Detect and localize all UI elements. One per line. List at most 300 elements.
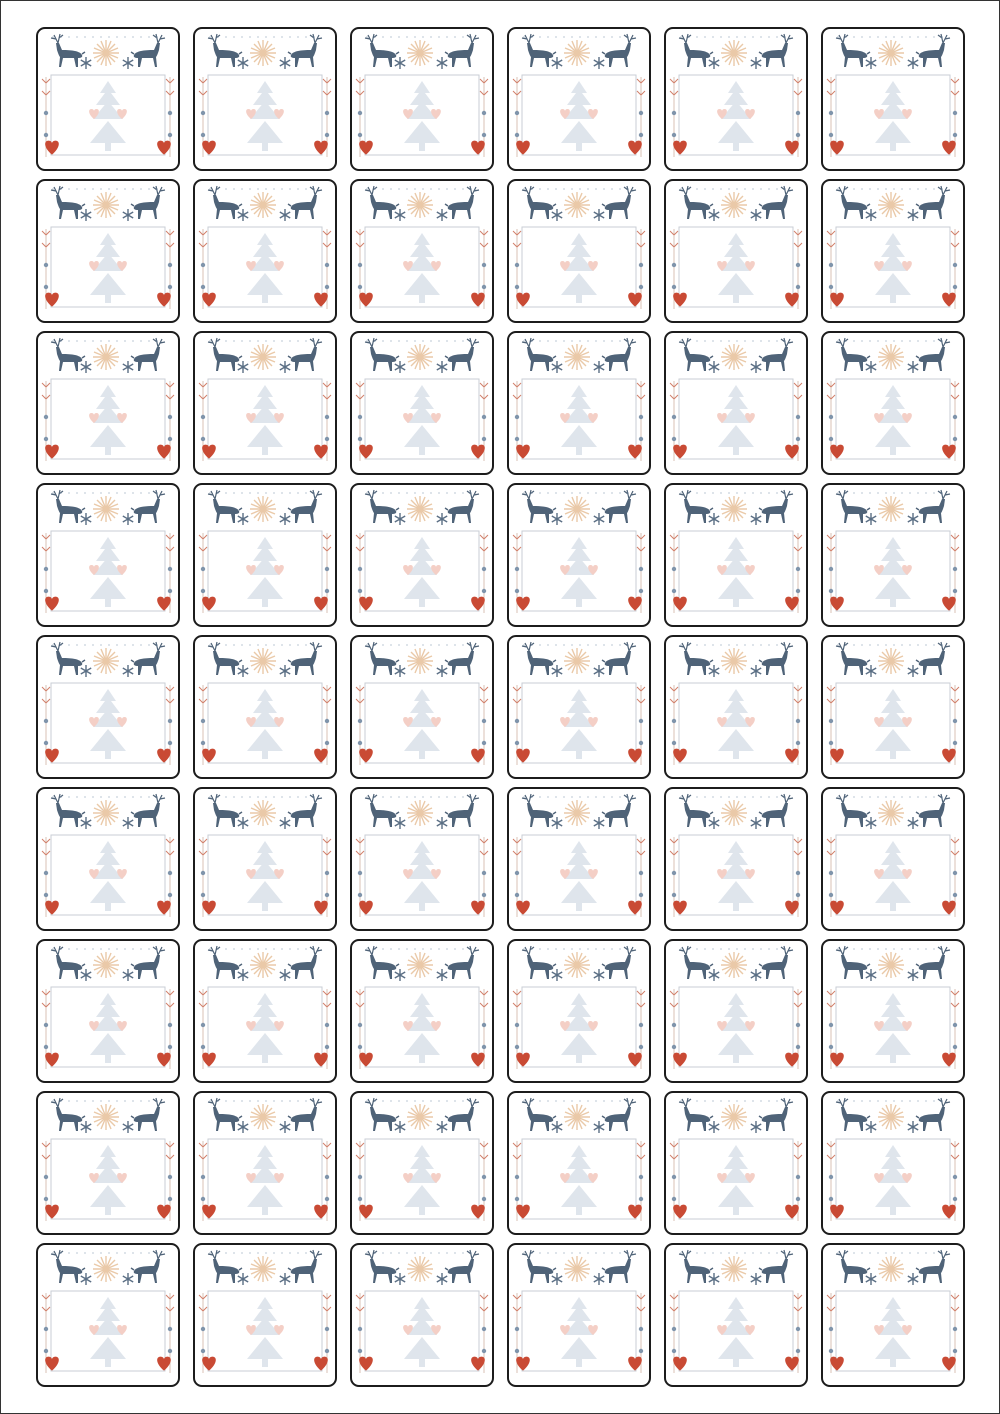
star-burst-icon [721,1104,747,1130]
label-illustration [195,333,335,473]
deer-icon [208,338,242,371]
heart-icon [516,1205,530,1219]
snowflake-icon [866,817,876,829]
deer-icon [916,794,950,827]
star-burst-icon [93,1256,119,1282]
label-illustration [38,333,178,473]
gift-label [821,635,965,779]
heart-icon [942,901,956,915]
snowflake-icon [395,1273,405,1285]
heart-icon [471,749,485,763]
snowflake-icon [751,1121,761,1133]
deer-icon [836,34,870,67]
heart-icon [942,1357,956,1371]
snowflake-icon [866,665,876,677]
snowflake-icon [866,57,876,69]
deer-icon [602,490,636,523]
deer-icon [288,946,322,979]
deer-icon [208,794,242,827]
snowflake-icon [238,969,248,981]
snowflake-icon [81,209,91,221]
gift-label [36,27,180,171]
deer-icon [916,338,950,371]
label-illustration [352,181,492,321]
deer-icon [445,34,479,67]
gift-label [664,787,808,931]
gift-label [350,787,494,931]
star-burst-icon [93,952,119,978]
deer-icon [365,642,399,675]
snowflake-icon [709,665,719,677]
label-illustration [509,333,649,473]
heart-icon [942,1205,956,1219]
deer-icon [288,186,322,219]
gift-label [664,1091,808,1235]
gift-label [350,27,494,171]
star-burst-icon [878,952,904,978]
heart-icon [830,1357,844,1371]
deer-icon [916,186,950,219]
heart-icon [673,1053,687,1067]
snowflake-icon [123,817,133,829]
deer-icon [288,34,322,67]
gift-label [36,331,180,475]
heart-icon [673,901,687,915]
deer-icon [208,490,242,523]
heart-icon [516,141,530,155]
deer-icon [365,490,399,523]
heart-icon [673,293,687,307]
deer-icon [836,642,870,675]
snowflake-icon [395,817,405,829]
deer-icon [602,642,636,675]
label-illustration [352,789,492,929]
deer-icon [759,186,793,219]
snowflake-icon [395,57,405,69]
star-burst-icon [250,952,276,978]
label-illustration [509,1245,649,1385]
heart-icon [785,1205,799,1219]
snowflake-icon [280,817,290,829]
star-burst-icon [564,1104,590,1130]
label-illustration [195,789,335,929]
snowflake-icon [866,209,876,221]
heart-icon [516,901,530,915]
snowflake-icon [395,513,405,525]
gift-label [350,635,494,779]
heart-icon [471,1053,485,1067]
label-illustration [823,637,963,777]
gift-label [350,939,494,1083]
gift-label [821,483,965,627]
label-illustration [352,29,492,169]
deer-icon [131,1250,165,1283]
gift-label [193,483,337,627]
snowflake-icon [709,969,719,981]
snowflake-icon [238,665,248,677]
gift-label [193,939,337,1083]
snowflake-icon [123,361,133,373]
snowflake-icon [709,209,719,221]
deer-icon [759,338,793,371]
heart-icon [628,445,642,459]
deer-icon [445,1098,479,1131]
heart-icon [471,1205,485,1219]
snowflake-icon [709,817,719,829]
heart-icon [516,1053,530,1067]
deer-icon [836,338,870,371]
label-illustration [509,637,649,777]
heart-icon [359,141,373,155]
gift-label [193,1243,337,1387]
snowflake-icon [908,57,918,69]
label-illustration [38,637,178,777]
snowflake-icon [437,57,447,69]
gift-label [36,635,180,779]
label-illustration [38,29,178,169]
snowflake-icon [395,361,405,373]
deer-icon [131,490,165,523]
heart-icon [673,1205,687,1219]
deer-icon [51,34,85,67]
label-illustration [666,941,806,1081]
deer-icon [522,490,556,523]
label-illustration [509,789,649,929]
deer-icon [522,1098,556,1131]
snowflake-icon [81,1121,91,1133]
gift-label [507,27,651,171]
snowflake-icon [123,513,133,525]
label-illustration [666,181,806,321]
deer-icon [288,1250,322,1283]
star-burst-icon [93,800,119,826]
deer-icon [602,34,636,67]
deer-icon [51,794,85,827]
snowflake-icon [280,969,290,981]
gift-label [36,483,180,627]
star-burst-icon [407,344,433,370]
heart-icon [157,749,171,763]
deer-icon [208,1250,242,1283]
label-illustration [195,181,335,321]
snowflake-icon [594,513,604,525]
snowflake-icon [751,209,761,221]
label-illustration [195,29,335,169]
label-illustration [509,1093,649,1233]
heart-icon [471,901,485,915]
heart-icon [157,1053,171,1067]
gift-label [193,331,337,475]
snowflake-icon [751,361,761,373]
deer-icon [208,642,242,675]
star-burst-icon [878,496,904,522]
deer-icon [916,1098,950,1131]
gift-label [36,939,180,1083]
gift-label [507,787,651,931]
snowflake-icon [238,1273,248,1285]
deer-icon [445,794,479,827]
label-illustration [352,333,492,473]
heart-icon [314,445,328,459]
star-burst-icon [93,496,119,522]
gift-label [821,939,965,1083]
heart-icon [314,1357,328,1371]
label-illustration [509,941,649,1081]
snowflake-icon [123,1121,133,1133]
snowflake-icon [238,1121,248,1133]
gift-label [350,1091,494,1235]
snowflake-icon [709,361,719,373]
label-illustration [195,1245,335,1385]
label-illustration [352,637,492,777]
deer-icon [131,642,165,675]
heart-icon [45,597,59,611]
heart-icon [471,1357,485,1371]
deer-icon [602,1250,636,1283]
deer-icon [602,186,636,219]
heart-icon [157,445,171,459]
gift-label [664,179,808,323]
gift-label [821,331,965,475]
heart-icon [628,1205,642,1219]
snowflake-icon [81,969,91,981]
snowflake-icon [280,361,290,373]
deer-icon [522,34,556,67]
deer-icon [679,794,713,827]
heart-icon [359,293,373,307]
snowflake-icon [437,969,447,981]
star-burst-icon [564,344,590,370]
heart-icon [202,445,216,459]
deer-icon [131,338,165,371]
snowflake-icon [123,57,133,69]
snowflake-icon [908,209,918,221]
heart-icon [359,1053,373,1067]
heart-icon [942,597,956,611]
deer-icon [51,642,85,675]
deer-icon [131,1098,165,1131]
heart-icon [516,445,530,459]
heart-icon [628,749,642,763]
heart-icon [45,749,59,763]
star-burst-icon [93,648,119,674]
gift-label [507,179,651,323]
snowflake-icon [238,513,248,525]
label-illustration [38,1245,178,1385]
snowflake-icon [280,1273,290,1285]
snowflake-icon [81,361,91,373]
star-burst-icon [93,1104,119,1130]
star-burst-icon [878,344,904,370]
heart-icon [785,1053,799,1067]
snowflake-icon [395,969,405,981]
gift-label [507,1243,651,1387]
heart-icon [673,597,687,611]
star-burst-icon [721,344,747,370]
snowflake-icon [709,1273,719,1285]
deer-icon [522,338,556,371]
heart-icon [785,1357,799,1371]
snowflake-icon [908,665,918,677]
heart-icon [628,1357,642,1371]
snowflake-icon [866,1121,876,1133]
deer-icon [759,34,793,67]
heart-icon [359,445,373,459]
label-illustration [666,789,806,929]
label-illustration [509,181,649,321]
snowflake-icon [709,1121,719,1133]
deer-icon [836,794,870,827]
label-illustration [666,1093,806,1233]
snowflake-icon [751,665,761,677]
snowflake-icon [123,969,133,981]
snowflake-icon [437,1121,447,1133]
deer-icon [836,186,870,219]
deer-icon [445,490,479,523]
star-burst-icon [721,40,747,66]
heart-icon [202,749,216,763]
label-illustration [352,1245,492,1385]
gift-label [350,179,494,323]
snowflake-icon [437,209,447,221]
deer-icon [836,490,870,523]
heart-icon [359,901,373,915]
deer-icon [51,338,85,371]
snowflake-icon [908,513,918,525]
heart-icon [785,445,799,459]
deer-icon [288,338,322,371]
deer-icon [365,338,399,371]
star-burst-icon [250,344,276,370]
heart-icon [157,597,171,611]
deer-icon [288,490,322,523]
deer-icon [759,1250,793,1283]
snowflake-icon [594,361,604,373]
heart-icon [359,749,373,763]
snowflake-icon [751,969,761,981]
heart-icon [628,901,642,915]
heart-icon [516,597,530,611]
star-burst-icon [407,192,433,218]
gift-label [350,483,494,627]
gift-label [507,1091,651,1235]
deer-icon [836,1250,870,1283]
star-burst-icon [250,40,276,66]
deer-icon [522,794,556,827]
snowflake-icon [552,57,562,69]
label-illustration [823,789,963,929]
deer-icon [365,946,399,979]
heart-icon [942,141,956,155]
star-burst-icon [564,40,590,66]
deer-icon [51,490,85,523]
label-illustration [38,789,178,929]
label-illustration [666,485,806,625]
heart-icon [942,445,956,459]
deer-icon [131,794,165,827]
deer-icon [679,490,713,523]
snowflake-icon [123,1273,133,1285]
heart-icon [45,1053,59,1067]
snowflake-icon [594,817,604,829]
label-illustration [666,29,806,169]
star-burst-icon [564,1256,590,1282]
heart-icon [157,1357,171,1371]
gift-label [664,27,808,171]
deer-icon [602,946,636,979]
star-burst-icon [407,1104,433,1130]
star-burst-icon [721,648,747,674]
deer-icon [445,642,479,675]
deer-icon [679,1098,713,1131]
heart-icon [785,749,799,763]
deer-icon [916,34,950,67]
heart-icon [785,141,799,155]
heart-icon [359,1205,373,1219]
gift-label [36,1091,180,1235]
star-burst-icon [250,648,276,674]
star-burst-icon [564,952,590,978]
snowflake-icon [238,817,248,829]
deer-icon [759,490,793,523]
snowflake-icon [552,665,562,677]
star-burst-icon [564,192,590,218]
snowflake-icon [81,513,91,525]
heart-icon [202,1205,216,1219]
star-burst-icon [721,1256,747,1282]
heart-icon [830,141,844,155]
deer-icon [759,794,793,827]
label-illustration [195,1093,335,1233]
heart-icon [516,1357,530,1371]
deer-icon [836,1098,870,1131]
snowflake-icon [123,209,133,221]
heart-icon [628,1053,642,1067]
snowflake-icon [395,665,405,677]
heart-icon [673,445,687,459]
snowflake-icon [81,1273,91,1285]
gift-label [664,331,808,475]
deer-icon [522,186,556,219]
snowflake-icon [908,361,918,373]
heart-icon [314,1053,328,1067]
gift-label [350,1243,494,1387]
snowflake-icon [866,513,876,525]
deer-icon [836,946,870,979]
snowflake-icon [552,969,562,981]
heart-icon [830,1205,844,1219]
snowflake-icon [280,57,290,69]
label-illustration [38,941,178,1081]
star-burst-icon [878,1256,904,1282]
deer-icon [365,1250,399,1283]
star-burst-icon [721,952,747,978]
gift-label [36,787,180,931]
label-illustration [823,333,963,473]
deer-icon [208,1098,242,1131]
heart-icon [157,901,171,915]
deer-icon [916,490,950,523]
deer-icon [288,642,322,675]
star-burst-icon [721,192,747,218]
star-burst-icon [721,496,747,522]
snowflake-icon [437,817,447,829]
snowflake-icon [238,361,248,373]
gift-label [36,179,180,323]
deer-icon [208,186,242,219]
heart-icon [157,141,171,155]
heart-icon [942,293,956,307]
